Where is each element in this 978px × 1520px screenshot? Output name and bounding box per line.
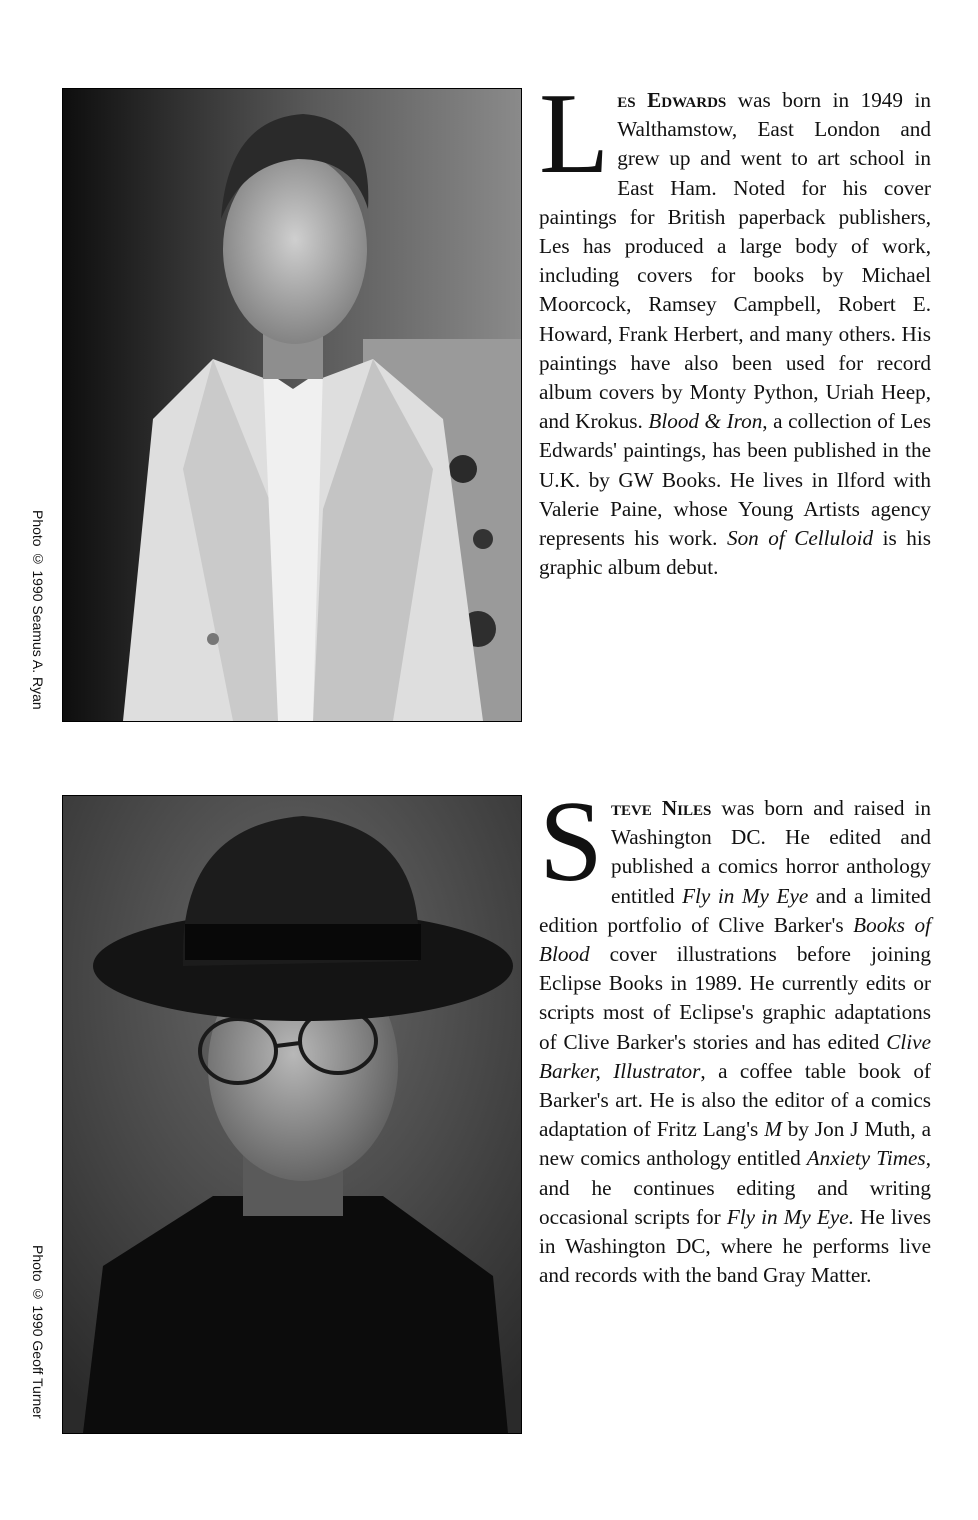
bio-text: was born in 1949 in Walthamstow, East London and grew up and went to art school in East Ham. Noted for his cover paintings for British paperback publishers, Les has produced a large body of work, including covers for books by Michael Moorcock, Ramsey Campbell, Robert E. Howard, Frank Herbert, and many others. His paintings have also been used for record album covers by Monty Python, Uriah Heep, and Krokus. — [539, 88, 931, 434]
book-title: Fly in My Eye. — [726, 1204, 854, 1229]
photo-credit-steve-niles: Photo © 1990 Geoff Turner — [30, 1245, 46, 1419]
film-title: M — [764, 1117, 782, 1142]
photo-credit-les-edwards: Photo © 1990 Seamus A. Ryan — [30, 510, 46, 710]
book-title: Fly in My Eye — [682, 883, 809, 908]
book-title: Anxiety Times — [806, 1146, 926, 1171]
bio-text: was born and raised in Washington DC. He edited and published a comics horror anthology entitled — [610, 796, 932, 908]
book-title: Books of Blood — [539, 912, 931, 967]
bio-text: , and he continues editing and writing occasional scripts for — [539, 1146, 931, 1229]
bio-text: , a coffee table book of Barker's art. He is also the editor of a comics adaptation of Fritz Lang's — [539, 1058, 931, 1142]
bio-name: es Edwards — [617, 88, 727, 112]
steve-niles-photo — [62, 795, 522, 1434]
bio-text: by Jon J Muth, a new comics anthology entitled — [539, 1117, 931, 1171]
bio-text: He lives in Washington DC, where he performs live and records with the band Gray Matter. — [539, 1204, 931, 1288]
book-title: Blood & Iron — [648, 409, 763, 434]
les-edwards-bio — [539, 70, 931, 582]
bio-name: teve Niles — [610, 796, 712, 820]
drop-cap: S — [539, 778, 603, 905]
bio-text: cover illustrations before joining Eclipse Books in 1989. He currently edits or scripts most of Eclipse's graphic adaptations of Clive Barker's stories and has edited — [539, 942, 931, 1054]
bio-text: is his graphic album debut. — [539, 526, 931, 580]
book-title: Clive Barker, Illustrator — [539, 1029, 931, 1083]
drop-cap: L — [539, 70, 610, 197]
book-title: Son of Celluloid — [726, 526, 874, 551]
les-edwards-photo — [62, 88, 522, 722]
bio-text: , a collection of Les Edwards' paintings, has been published in the U.K. by GW Books. He lives in Ilford with Valerie Paine, whose Young Artists agency represents his work. — [539, 409, 931, 551]
bio-text: and a limited edition portfolio of Clive Barker's — [539, 883, 931, 937]
steve-niles-bio — [539, 778, 932, 1290]
